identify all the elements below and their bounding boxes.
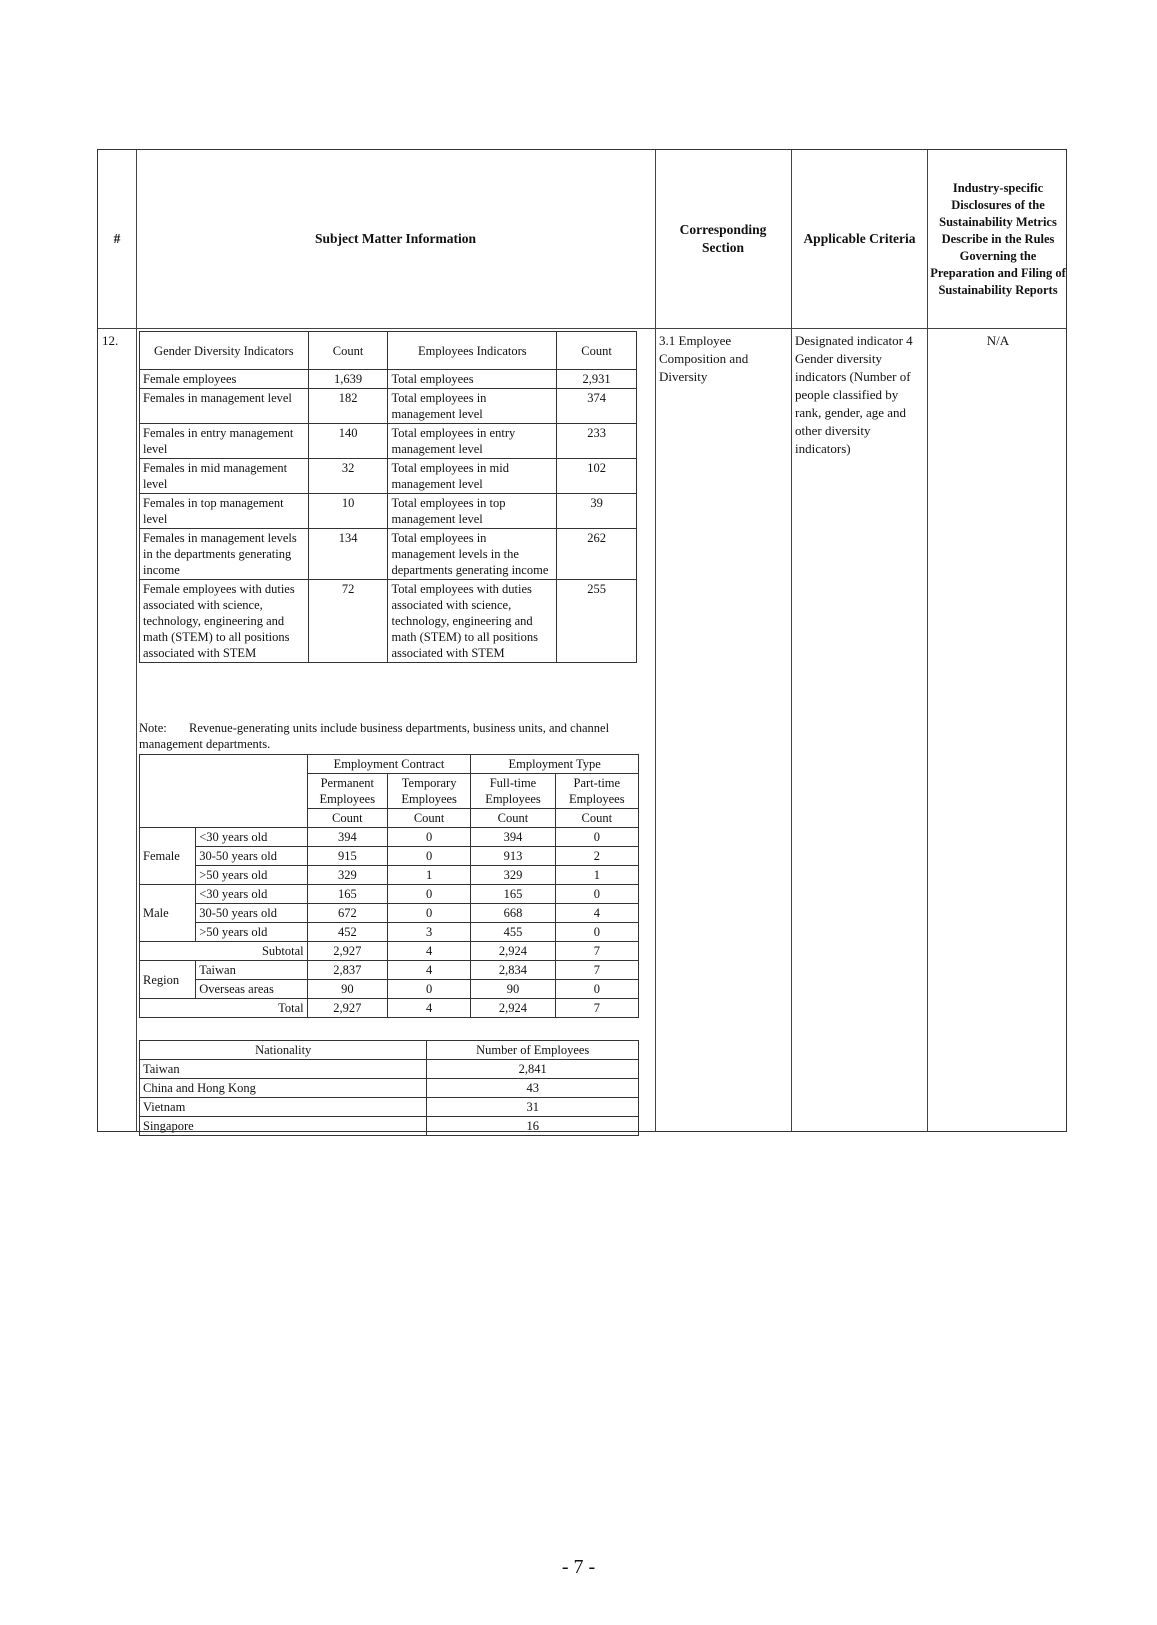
table-cell: Females in entry management level [140,424,309,459]
table-row [140,847,639,866]
disclosure-table [97,149,1067,1132]
table-cell: 374 [557,389,637,424]
table-cell: 2,924 [471,942,555,961]
table-cell: Females in top management level [140,494,309,529]
table-row [140,529,637,580]
row-criteria: Designated indicator 4 Gender diversity indicators (Number of people classified by rank, gender, age and other diversity indicators) [795,333,913,456]
revenue-note [139,720,639,752]
table-cell: 2,841 [427,1060,639,1079]
table-cell: 140 [308,424,388,459]
table-cell: 90 [307,980,387,999]
nationality-label: China and Hong Kong [140,1079,427,1098]
column-header: Count [557,332,637,370]
gender-diversity-table [139,331,637,663]
table-cell: 2,924 [471,999,555,1018]
table-cell: 7 [555,961,638,980]
table-header-row [140,755,639,774]
table-cell: Females in management levels in the departments generating income [140,529,309,580]
table-cell: 7 [555,999,638,1018]
age-label: <30 years old [196,828,307,847]
table-cell: 2,927 [307,942,387,961]
table-cell: 913 [471,847,555,866]
table-cell: 329 [307,866,387,885]
header-corresponding-section: Corresponding Section [679,221,767,255]
table-cell: Female employees [140,370,309,389]
table-row [140,494,637,529]
table-cell: 0 [555,885,638,904]
column-header: Full-time Employees [471,774,555,809]
table-cell: Total employees in top management level [388,494,557,529]
table-cell: 3 [387,923,470,942]
table-cell: 1 [555,866,638,885]
header-subject-matter: Subject Matter Information [315,230,476,246]
column-header: Part-time Employees [555,774,638,809]
table-cell: 0 [387,847,470,866]
employment-table [139,754,639,1018]
table-cell: 0 [387,885,470,904]
table-cell: 4 [555,904,638,923]
header-applicable-criteria: Applicable Criteria [803,230,916,246]
region-label: Overseas areas [196,980,307,999]
group-label-region: Region [140,961,196,999]
note-text: Revenue-generating units include business departments, business units, and channel management departments. [139,721,610,751]
table-cell: 4 [387,961,470,980]
table-cell: Total employees [388,370,557,389]
table-cell: Total employees with duties associated with science, technology, engineering and math (STEM) to all positions associated with STEM [388,580,557,663]
table-header-row [140,332,637,370]
total-label: Total [140,999,308,1018]
column-header: Count [308,332,388,370]
table-cell: 0 [555,923,638,942]
table-row [140,980,639,999]
table-cell: 329 [471,866,555,885]
table-cell: 455 [471,923,555,942]
page-number: - 7 - [561,1556,596,1578]
count-label: Count [555,809,638,828]
table-cell: 2,834 [471,961,555,980]
table-cell: 233 [557,424,637,459]
header-industry-disclosures: Industry-specific Disclosures of the Sustainability Metrics Describe in the Rules Governing the Preparation and Filing of Sustainability Reports [930,180,1066,297]
row-industry: N/A [986,333,1010,348]
table-cell: 1,639 [308,370,388,389]
employment-type-header: Employment Type [471,755,639,774]
table-cell: 2,931 [557,370,637,389]
subtotal-label: Subtotal [140,942,308,961]
table-cell: 0 [387,904,470,923]
row-number: 12. [102,333,119,348]
table-cell: 1 [387,866,470,885]
table-row [140,370,637,389]
table-cell: Total employees in management levels in the departments generating income [388,529,557,580]
table-cell: 2 [555,847,638,866]
table-row [140,389,637,424]
header-divider [98,328,1066,329]
table-cell: 102 [557,459,637,494]
table-row [140,885,639,904]
table-cell: Females in mid management level [140,459,309,494]
table-cell: 2,837 [307,961,387,980]
header-number: # [113,230,121,246]
table-cell: 452 [307,923,387,942]
table-cell: 255 [557,580,637,663]
table-cell: 262 [557,529,637,580]
column-divider [927,150,928,1131]
table-cell: 672 [307,904,387,923]
table-row [140,1079,639,1098]
table-cell: 90 [471,980,555,999]
table-cell: 668 [471,904,555,923]
table-cell: 4 [387,999,470,1018]
column-header: Nationality [140,1041,427,1060]
age-label: >50 years old [196,923,307,942]
total-row [140,999,639,1018]
table-cell: Total employees in entry management level [388,424,557,459]
column-header: Temporary Employees [387,774,470,809]
nationality-table [139,1040,639,1136]
column-header: Employees Indicators [388,332,557,370]
nationality-label: Singapore [140,1117,427,1136]
table-cell: 915 [307,847,387,866]
table-cell: 31 [427,1098,639,1117]
table-row [140,866,639,885]
table-row [140,828,639,847]
age-label: >50 years old [196,866,307,885]
table-cell: 10 [308,494,388,529]
table-cell: 43 [427,1079,639,1098]
age-label: 30-50 years old [196,847,307,866]
table-row [140,580,637,663]
column-divider [655,150,656,1131]
table-row [140,904,639,923]
row-section: 3.1 Employee Composition and Diversity [659,333,749,384]
table-cell: 39 [557,494,637,529]
table-cell: 72 [308,580,388,663]
table-header-row [140,1041,639,1060]
table-cell: 2,927 [307,999,387,1018]
count-label: Count [387,809,470,828]
table-cell: 7 [555,942,638,961]
table-row [140,1060,639,1079]
table-row [140,961,639,980]
empty-corner [140,755,308,828]
table-cell: 394 [471,828,555,847]
age-label: <30 years old [196,885,307,904]
table-cell: 165 [307,885,387,904]
table-cell: 0 [387,828,470,847]
nationality-label: Vietnam [140,1098,427,1117]
column-header: Gender Diversity Indicators [140,332,309,370]
table-row [140,424,637,459]
column-header: Number of Employees [427,1041,639,1060]
group-label-male: Male [140,885,196,942]
table-cell: Female employees with duties associated with science, technology, engineering and math (STEM) to all positions associated with STEM [140,580,309,663]
column-header: Permanent Employees [307,774,387,809]
note-label: Note: [139,721,167,735]
group-label-female: Female [140,828,196,885]
table-cell: 16 [427,1117,639,1136]
table-cell: 165 [471,885,555,904]
table-cell: Total employees in management level [388,389,557,424]
table-row [140,459,637,494]
subtotal-row [140,942,639,961]
table-cell: Females in management level [140,389,309,424]
nationality-label: Taiwan [140,1060,427,1079]
table-cell: 0 [387,980,470,999]
table-cell: 32 [308,459,388,494]
table-cell: 182 [308,389,388,424]
table-row [140,1098,639,1117]
table-row [140,1117,639,1136]
table-cell: 394 [307,828,387,847]
age-label: 30-50 years old [196,904,307,923]
table-cell: 4 [387,942,470,961]
table-cell: 0 [555,980,638,999]
count-label: Count [307,809,387,828]
region-label: Taiwan [196,961,307,980]
table-cell: Total employees in mid management level [388,459,557,494]
table-row [140,923,639,942]
table-cell: 0 [555,828,638,847]
table-cell: 134 [308,529,388,580]
count-label: Count [471,809,555,828]
employment-contract-header: Employment Contract [307,755,471,774]
